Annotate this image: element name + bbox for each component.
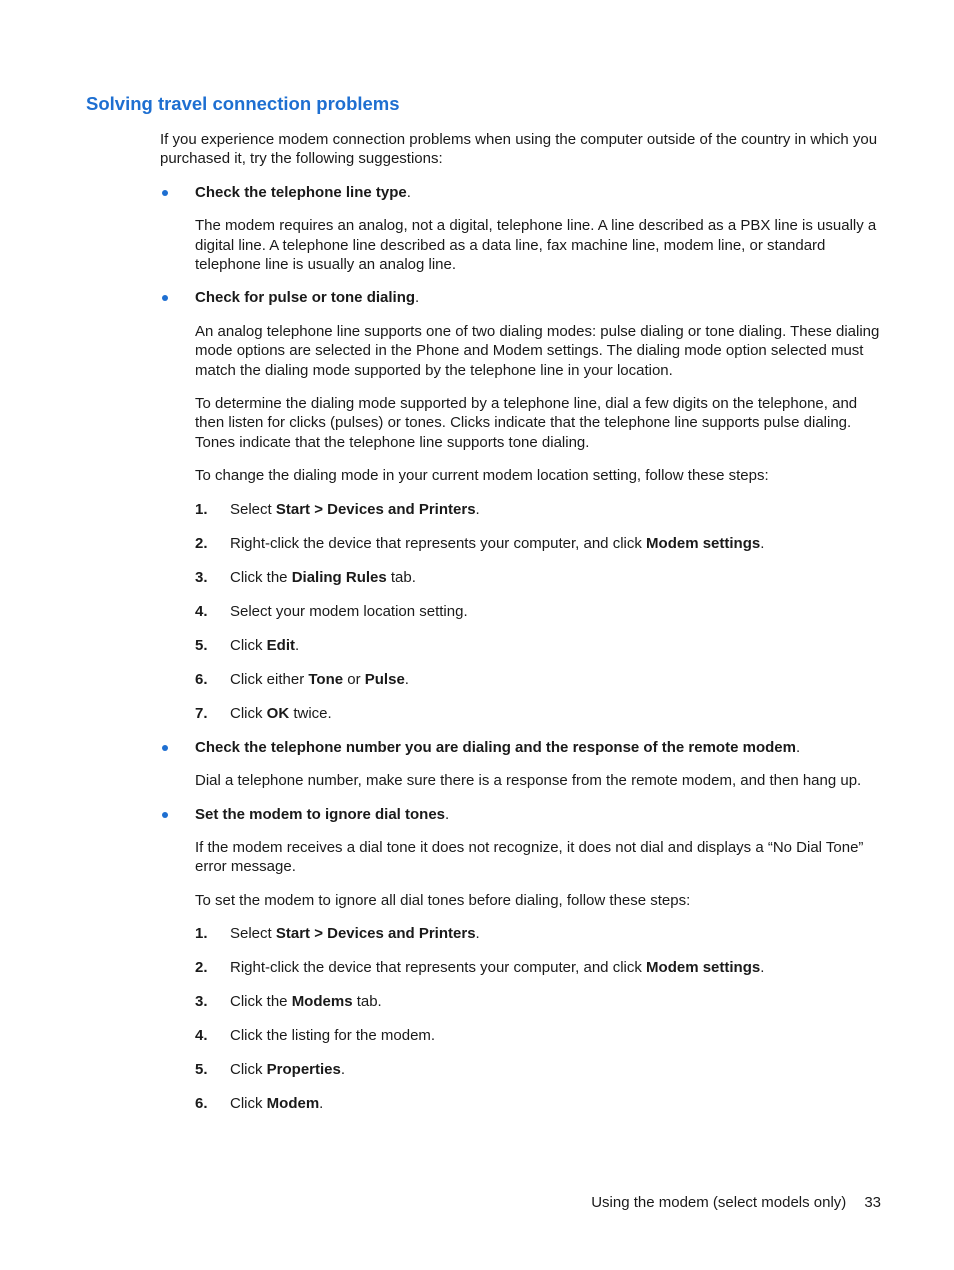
page-number: 33 bbox=[864, 1194, 881, 1211]
step-item: 4. Click the listing for the modem. bbox=[195, 1027, 436, 1045]
bullet-remote-modem: Check the telephone number you are dialing and the response of the remote modem. bbox=[160, 738, 888, 757]
bullet-paragraph: To set the modem to ignore all dial tones before dialing, follow these steps: bbox=[195, 891, 691, 909]
bullet-title: Check the telephone number you are dialing and the response of the remote modem bbox=[195, 738, 796, 756]
bullet-line-type: Check the telephone line type. bbox=[160, 183, 888, 202]
bullet-title: Check the telephone line type bbox=[195, 183, 407, 201]
footer-text: Using the modem (select models only) bbox=[591, 1194, 847, 1211]
bullet-title: Set the modem to ignore dial tones bbox=[195, 805, 446, 823]
intro-paragraph: If you experience modem connection problems when using the computer outside of the country in which you purchased it, try the following suggestions: bbox=[160, 131, 878, 168]
bullet-paragraph: To determine the dialing mode supported by a telephone line, dial a few digits on the telephone, and then listen for clicks (pulses) or tones. Clicks indicate that the telephone line supports pulse dialing. Tones indicate that the telephone line supports tone dialing. bbox=[195, 395, 858, 451]
bullet-paragraph: An analog telephone line supports one of two dialing modes: pulse dialing or tone dialing. These dialing mode options are selected in the Phone and Modem settings. The dialing mode option selected must match the dialing mode supported by the telephone line in your location. bbox=[195, 322, 880, 379]
bullet-paragraph: If the modem receives a dial tone it does not recognize, it does not dial and displays a “No Dial Tone” error message. bbox=[195, 838, 864, 876]
step-item: 2. Right-click the device that represents your computer, and click Modem settings. bbox=[195, 534, 765, 552]
content bbox=[160, 130, 888, 1114]
step-item: 1. Select Start > Devices and Printers. bbox=[195, 500, 480, 518]
bullet-title: Check for pulse or tone dialing bbox=[195, 289, 416, 307]
step-item: 3. Click the Modems tab. bbox=[195, 993, 382, 1011]
bullet-dial-tones: Set the modem to ignore dial tones. bbox=[160, 805, 888, 824]
bullet-paragraph: To change the dialing mode in your current modem location setting, follow these steps: bbox=[195, 467, 769, 485]
bullet-dot-icon bbox=[162, 745, 168, 751]
step-item: 1. Select Start > Devices and Printers. bbox=[195, 925, 480, 943]
step-item: 5. Click Edit. bbox=[195, 636, 300, 654]
bullet-text: The modem requires an analog, not a digital, telephone line. A line described as a PBX line is usually a digital line. A telephone line described as a data line, fax machine line, modem line, or standard telephone line is usually an analog line. bbox=[195, 217, 877, 274]
step-item: 7. Click OK twice. bbox=[195, 704, 332, 722]
step-item: 6. Click Modem. bbox=[195, 1095, 324, 1113]
step-item: 3. Click the Dialing Rules tab. bbox=[195, 568, 416, 586]
bullet-dot-icon bbox=[162, 190, 168, 196]
step-item: 6. Click either Tone or Pulse. bbox=[195, 670, 409, 688]
section-heading: Solving travel connection problems bbox=[86, 93, 400, 114]
bullet-dot-icon bbox=[162, 812, 168, 818]
step-item: 5. Click Properties. bbox=[195, 1061, 346, 1079]
page-footer bbox=[591, 1193, 881, 1212]
step-item: 2. Right-click the device that represents your computer, and click Modem settings. bbox=[195, 959, 765, 977]
bullet-text: Dial a telephone number, make sure there is a response from the remote modem, and then hang up. bbox=[195, 772, 862, 790]
step-item: 4. Select your modem location setting. bbox=[195, 602, 468, 620]
bullet-pulse-tone: Check for pulse or tone dialing. bbox=[160, 288, 888, 307]
bullet-dot-icon bbox=[162, 295, 168, 301]
